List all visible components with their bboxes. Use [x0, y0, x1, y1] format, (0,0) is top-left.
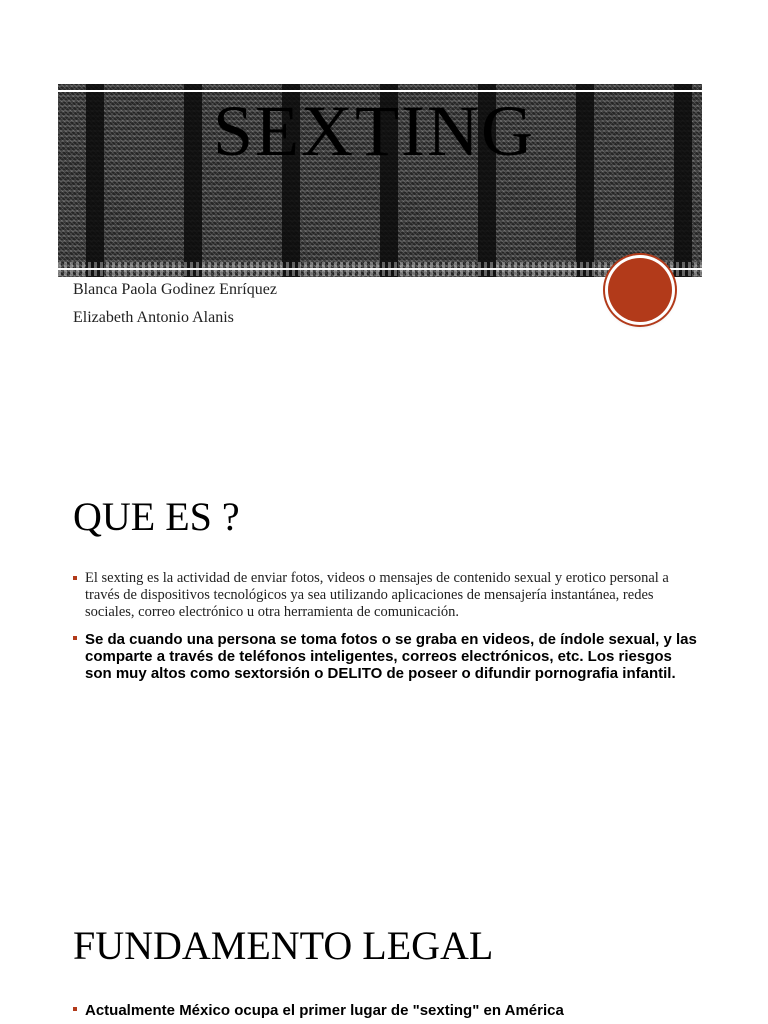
bullet-item [73, 631, 698, 682]
legal-slide [0, 820, 768, 1024]
bullet-text: Actualmente México ocupa el primer lugar de "sexting" en América [85, 1002, 564, 1019]
slide-heading: QUE ES ? [73, 494, 240, 539]
definition-slide [0, 420, 768, 820]
author-name-1: Blanca Paola Godinez Enríquez [73, 281, 277, 298]
slide-title: SEXTING [213, 91, 535, 171]
bullet-list [73, 570, 698, 682]
bullet-text: El sexting es la actividad de enviar fotos, videos o mensajes de contenido sexual y erotico personal a través de dispositivos tecnológicos ya sea utilizando aplicaciones de mensajería instantánea, redes sociales, correo electrónico u otra herramienta de comunicación. [85, 570, 669, 620]
bullet-marker [73, 576, 77, 580]
author-name-2: Elizabeth Antonio Alanis [73, 309, 234, 326]
bullet-item [73, 1002, 698, 1019]
banner-bottom-line [58, 268, 702, 270]
slide-heading: FUNDAMENTO LEGAL [73, 923, 494, 968]
bullet-marker [73, 636, 77, 640]
bullet-list [73, 1002, 698, 1019]
bullet-marker [73, 1007, 77, 1011]
title-slide [0, 0, 768, 420]
decorative-circle [608, 258, 672, 322]
bullet-item [73, 570, 698, 621]
bullet-text: Se da cuando una persona se toma fotos o se graba en videos, de índole sexual, y las comparte a través de teléfonos inteligentes, correos electrónicos, etc. Los riesgos son muy altos como sextorsión o DELITO de poseer o difundir pornografia infantil. [85, 631, 697, 682]
